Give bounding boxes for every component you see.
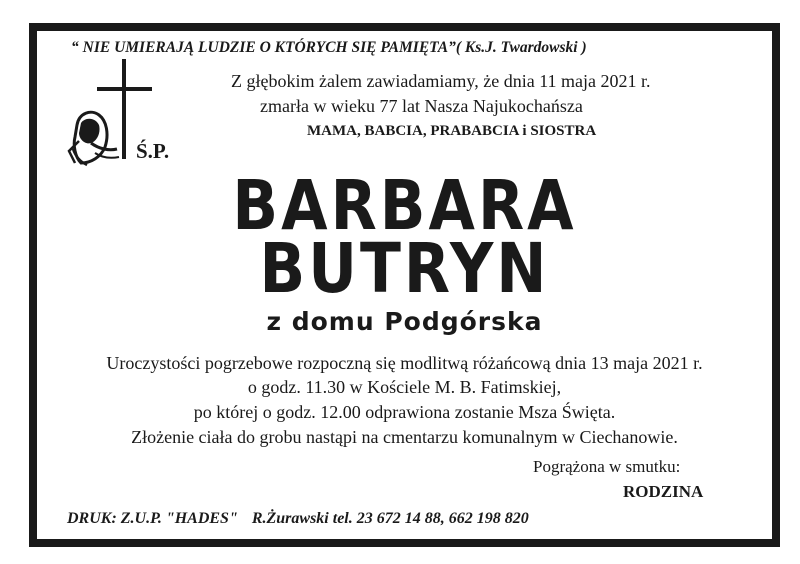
printer-name: DRUK: Z.U.P. "HADES": [67, 510, 238, 527]
deceased-first-name: BARBARA: [232, 165, 577, 247]
motto-quote: “ NIE UMIERAJĄ LUDZIE O KTÓRYCH SIĘ PAMIĘTA”( Ks.J. Twardowski ): [71, 39, 587, 56]
ceremony-line-3: po której o godz. 12.00 odprawiona zostanie Msza Święta.: [193, 402, 616, 422]
printer-footer: [67, 510, 529, 528]
death-announcement-line: Z głębokim żalem zawiadamiamy, że dnia 11 maja 2021 r.: [231, 71, 651, 91]
printer-contact: R.Żurawski tel. 23 672 14 88, 662 198 820: [251, 510, 529, 527]
obituary-frame: [29, 23, 780, 547]
burial-line: Złożenie ciała do grobu nastąpi na cmentarzu komunalnym w Ciechanowie.: [131, 427, 678, 447]
relatives-line: MAMA, BABCIA, PRABABCIA i SIOSTRA: [307, 123, 597, 139]
ceremony-line-2: o godz. 11.30 w Kościele M. B. Fatimskiej,: [247, 377, 562, 397]
age-line: zmarła w wieku 77 lat Nasza Najukochańsza: [260, 96, 583, 116]
mourners-label: Pogrążona w smutku:: [533, 457, 681, 476]
maiden-name: z domu Podgórska: [266, 307, 543, 336]
sp-prefix: Ś.P.: [136, 139, 170, 163]
mourners-family: RODZINA: [623, 482, 704, 501]
deceased-last-name: BUTRYN: [259, 228, 550, 310]
ceremony-line-1: Uroczystości pogrzebowe rozpoczną się modlitwą różańcową dnia 13 maja 2021 r.: [106, 353, 703, 373]
